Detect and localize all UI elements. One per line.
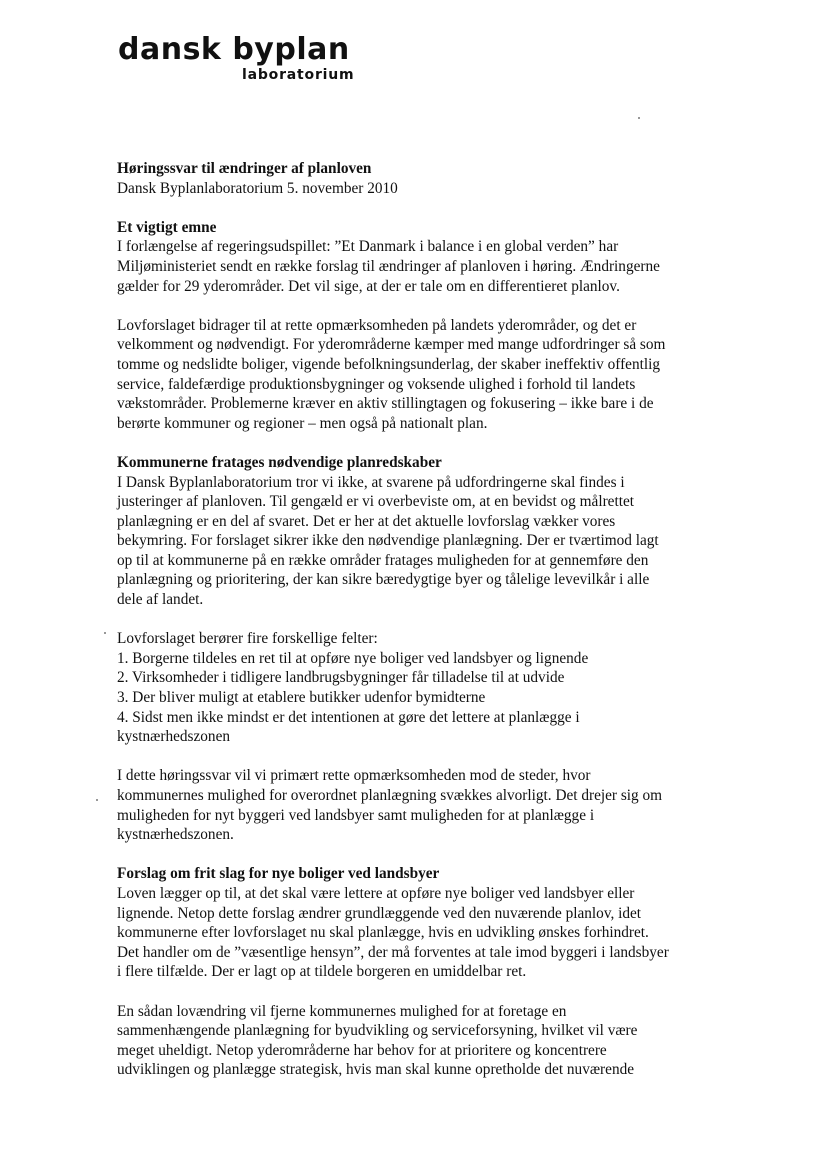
text-line: Lovforslaget bidrager til at rette opmærksomheden på landets yderområder, og det er xyxy=(117,316,637,334)
paragraph xyxy=(117,766,717,844)
text-line: gælder for 29 yderområder. Det vil sige, at der er tale om en differentieret planlov. xyxy=(117,277,620,295)
section-heading-3: Forslag om frit slag for nye boliger ved landsbyer xyxy=(117,865,440,883)
logo-sub-text: laboratorium xyxy=(242,67,355,83)
paragraph xyxy=(117,237,717,296)
text-line: udviklingen og planlægge strategisk, hvis man skal kunne opretholde det nuværende xyxy=(117,1061,635,1079)
logo xyxy=(118,32,355,83)
document-title: Høringssvar til ændringer af planloven xyxy=(117,160,372,177)
text-line: op til at kommunerne på en række områder fratages muligheden for at gennemføre den xyxy=(117,551,649,569)
text-line: kystnærhedszonen xyxy=(117,728,231,746)
paragraph xyxy=(117,473,717,610)
text-line: lignende. Netop dette forslag ændrer grundlæggende ved den nuværende planlov, idet xyxy=(117,904,642,922)
document-body xyxy=(117,159,717,1080)
text-line: i flere tilfælde. Der er lagt op at tildele borgeren en umiddelbar ret. xyxy=(117,963,527,981)
text-line: sammenhængende planlægning for byudvikling og serviceforsyning, hvilket vil være xyxy=(117,1022,638,1040)
text-line: En sådan lovændring vil fjerne kommunernes mulighed for at foretage en xyxy=(117,1002,567,1020)
text-line: I dette høringssvar vil vi primært rette opmærksomheden mod de steder, hvor xyxy=(117,767,591,785)
text-line: 1. Borgerne tildeles en ret til at opføre nye boliger ved landsbyer og lignende xyxy=(117,649,589,667)
text-line: kommunernes mulighed for overordnet planlægning svækkes alvorligt. Det drejer sig om xyxy=(117,787,663,804)
text-line: planlægning og prioritering, der kan sikre bæredygtige byer og tålelige levevilkår i alle xyxy=(117,571,650,589)
text-line: 4. Sidst men ikke mindst er det intentionen at gøre det lettere at planlægge i xyxy=(117,708,580,726)
paragraph xyxy=(117,1002,717,1080)
section-heading-1: Et vigtigt emne xyxy=(117,218,217,236)
paragraph xyxy=(117,884,717,982)
text-line: kystnærhedszonen. xyxy=(117,826,234,844)
scan-speck xyxy=(104,632,106,634)
text-line: vækstområder. Problemerne kræver en aktiv stillingtagen og fokusering – ikke bare i de xyxy=(117,395,654,413)
text-line: 2. Virksomheder i tidligere landbrugsbygninger får tilladelse til at udvide xyxy=(117,669,565,687)
paragraph xyxy=(117,316,717,434)
text-line: tomme og nedslidte boliger, vigende befolkningsunderlag, der skaber ineffektiv offentlig xyxy=(117,355,660,373)
text-line: muligheden for nyt byggeri ved landsbyer samt muligheden for at planlægge i xyxy=(117,806,595,824)
numbered-list xyxy=(117,629,717,747)
text-line: velkomment og nødvendigt. For yderområderne kæmper med mange udfordringer så som xyxy=(117,336,666,354)
text-line: berørte kommuner og regioner – men også på nationalt plan. xyxy=(117,414,488,432)
text-line: planlægning er en del af svaret. Det er her at det aktuelle lovforslag vækker vores xyxy=(117,512,616,530)
text-line: 3. Der bliver muligt at etablere butikker udenfor bymidterne xyxy=(117,689,486,707)
text-line: Lovforslaget berører fire forskellige felter: xyxy=(117,630,378,648)
text-line: I forlængelse af regeringsudspillet: ”Et Danmark i balance i en global verden” har xyxy=(117,238,619,256)
scan-speck xyxy=(638,117,640,119)
text-line: service, faldefærdige produktionsbygninger og voksende ulighed i forhold til landets xyxy=(117,375,636,393)
section-heading-2: Kommunerne fratages nødvendige planredskaber xyxy=(117,453,442,471)
logo-main-text: dansk byplan xyxy=(118,32,350,67)
text-line: I Dansk Byplanlaboratorium tror vi ikke, at svarene på udfordringerne skal findes i xyxy=(117,473,625,491)
text-line: Det handler om de ”væsentlige hensyn”, der må forventes at tale imod byggeri i landsbyer xyxy=(117,943,669,961)
document-subtitle: Dansk Byplanlaboratorium 5. november 2010 xyxy=(117,179,398,197)
text-line: justeringer af planloven. Til gengæld er vi overbeviste om, at en bevidst og målrettet xyxy=(117,493,635,511)
text-line: dele af landet. xyxy=(117,591,204,609)
text-line: bekymring. For forslaget sikrer ikke den nødvendige planlægning. Der er tværtimod lagt xyxy=(117,532,659,550)
text-line: kommunerne efter lovforslaget nu skal planlægge, hvis en udvikling ønskes forhindret. xyxy=(117,924,649,942)
scan-speck xyxy=(96,799,98,801)
text-line: Miljøministeriet sendt en række forslag til ændringer af planloven i høring. Ændringerne xyxy=(117,257,660,275)
text-line: meget uheldigt. Netop yderområderne har behov for at prioritere og koncentrere xyxy=(117,1041,607,1059)
text-line: Loven lægger op til, at det skal være lettere at opføre nye boliger ved landsbyer eller xyxy=(117,884,635,902)
